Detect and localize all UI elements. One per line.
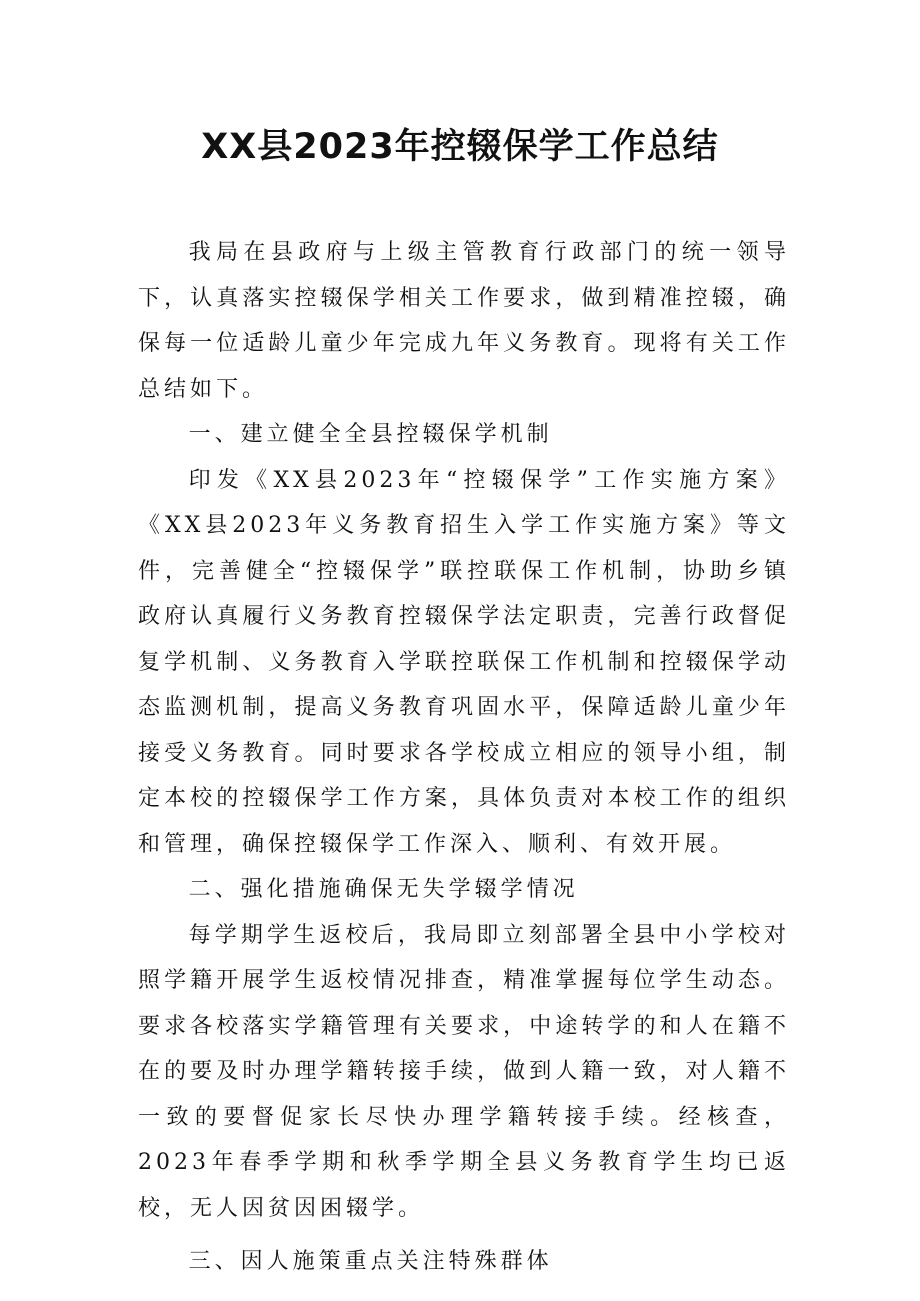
document-title: XX县2023年控辍保学工作总结 [201,127,719,167]
intro-paragraph: 我局在县政府与上级主管教育行政部门的统一领导下，认真落实控辍保学相关工作要求，做到精准控辍，确保每一位适龄儿童少年完成九年义务教育。现将有关工作总结如下。 [138,240,790,402]
section-heading-3: 三、因人施策重点关注特殊群体 [188,1249,553,1274]
section-2-paragraph: 每学期学生返校后，我局即立刻部署全县中小学校对照学籍开展学生返校情况排查，精准掌握每位学生动态。要求各校落实学籍管理有关要求，中途转学的和人在籍不在的要及时办理学籍转接手续，做到人籍一致，对人籍不一致的要督促家长尽快办理学籍转接手续。经核查，2023年春季学期和秋季学期全县义务教育学生均已返校，无人因贫因困辍学。 [138,922,790,1221]
section-heading-1: 一、建立健全全县控辍保学机制 [188,422,553,447]
section-1-paragraph: 印发《XX县2023年“控辍保学”工作实施方案》《XX县2023年义务教育招生入学工作实施方案》等文件，完善健全“控辍保学”联控联保工作机制，协助乡镇政府认真履行义务教育控辍保学法定职责，完善行政督促复学机制、义务教育入学联控联保工作机制和控辍保学动态监测机制，提高义务教育巩固水平，保障适龄儿童少年接受义务教育。同时要求各学校成立相应的领导小组，制定本校的控辍保学工作方案，具体负责对本校工作的组织和管理，确保控辍保学工作深入、顺利、有效开展。 [138,467,790,857]
document-body [138,230,790,1285]
section-heading-2: 二、强化措施确保无失学辍学情况 [188,877,579,902]
